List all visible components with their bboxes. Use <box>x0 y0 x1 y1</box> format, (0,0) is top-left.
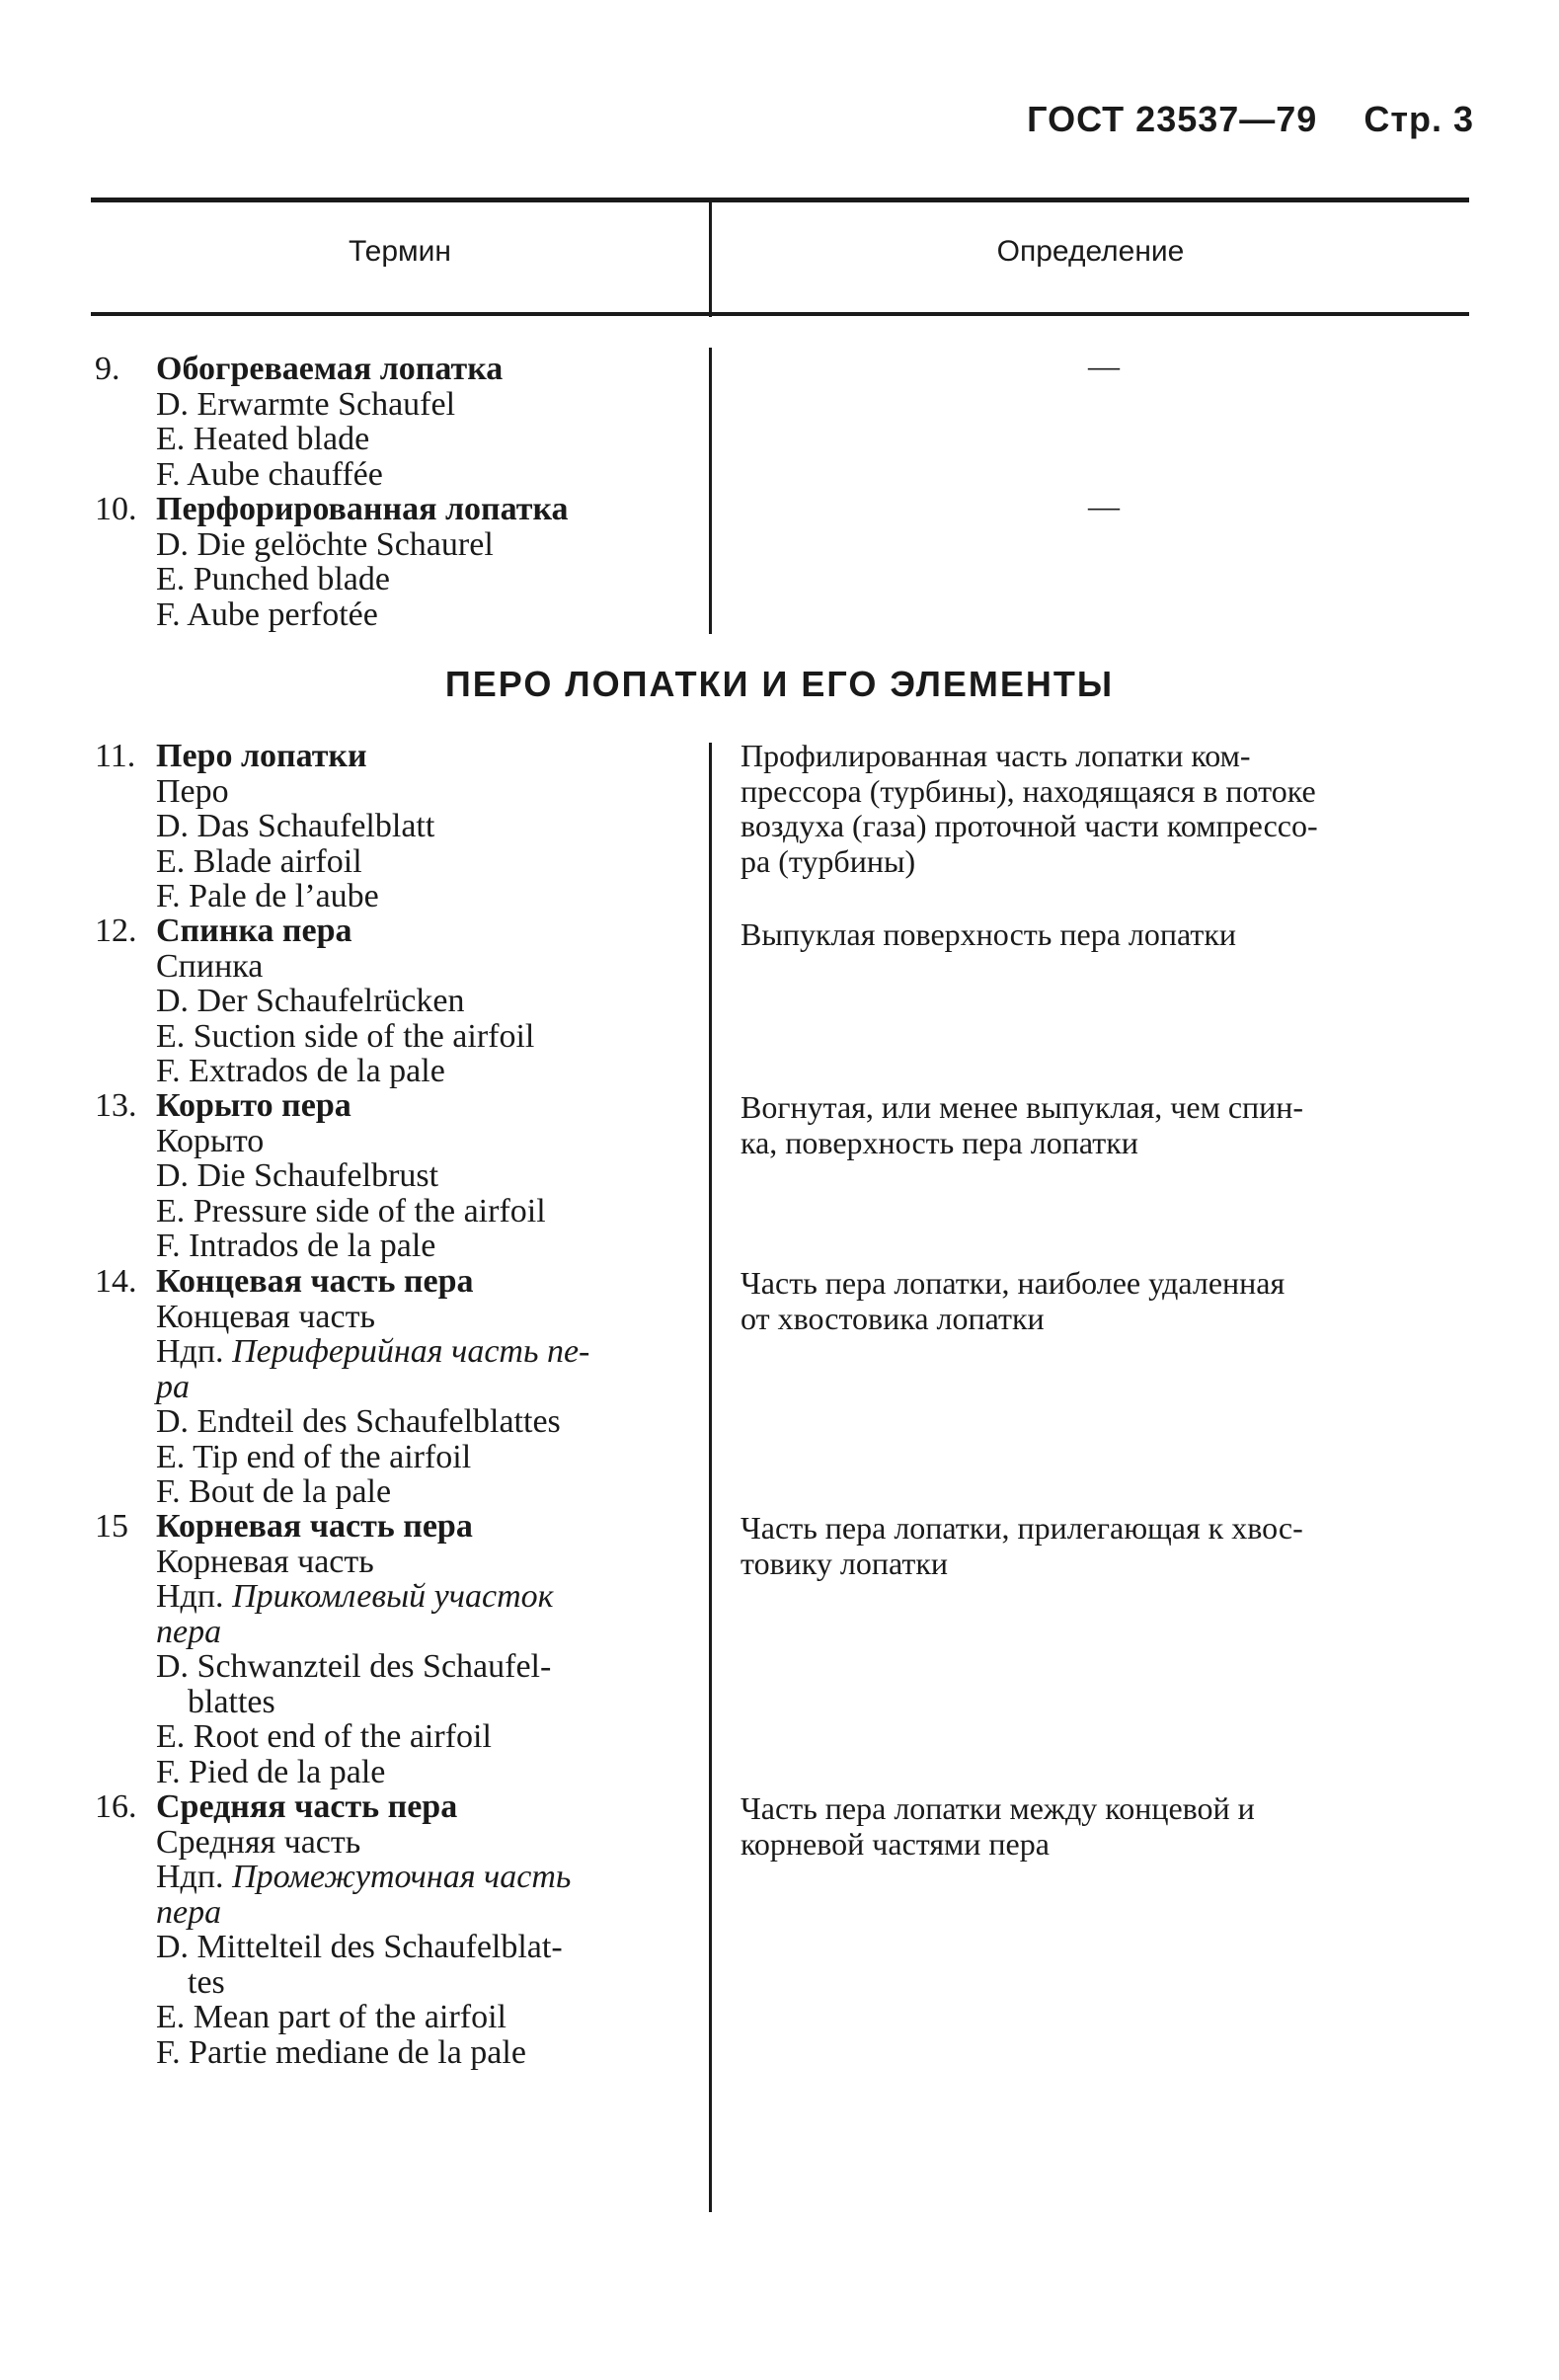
deprecated-term-cont: пера <box>156 1613 222 1650</box>
term-de: D. Endteil des Schaufelblattes <box>156 1403 561 1440</box>
term-entry-11 <box>95 739 687 914</box>
deprecated-term: Периферийная часть пе- <box>232 1333 590 1370</box>
entry-number: 11. <box>95 738 136 774</box>
term-title: Корыто пера <box>156 1087 351 1124</box>
term-en: E. Root end of the airfoil <box>156 1718 492 1755</box>
definition-line: прессора (турбины), находящаяся в потоке <box>741 772 1316 809</box>
term-de: D. Schwanzteil des Schaufel- <box>156 1648 552 1685</box>
definition-line: корневой частями пера <box>741 1825 1050 1862</box>
term-short: Средняя часть <box>156 1823 361 1861</box>
term-en: E. Tip end of the airfoil <box>156 1438 472 1475</box>
entry-number: 14. <box>95 1263 137 1300</box>
page-number: Стр. 3 <box>1364 99 1474 139</box>
entry-number: 16. <box>95 1788 137 1825</box>
term-title: Перо лопатки <box>156 738 367 774</box>
term-entry-10 <box>95 492 687 632</box>
term-short: Корыто <box>156 1122 265 1159</box>
term-en: E. Pressure side of the airfoil <box>156 1192 546 1230</box>
term-short: Корневая часть <box>156 1543 374 1580</box>
term-short: Концевая часть <box>156 1298 375 1335</box>
term-entry-16 <box>95 1789 687 2070</box>
term-fr: F. Extrados de la pale <box>156 1053 445 1089</box>
term-fr: F. Bout de la pale <box>156 1473 392 1510</box>
term-de: D. Erwarmte Schaufel <box>156 385 456 423</box>
entry-number: 13. <box>95 1087 137 1124</box>
term-fr: F. Aube perfotée <box>156 595 378 633</box>
definition-line: Часть пера лопатки, прилегающая к хвос- <box>741 1510 1303 1546</box>
definition-line: Часть пера лопатки, наиболее удаленная <box>741 1265 1286 1301</box>
term-en: E. Suction side of the airfoil <box>156 1017 535 1055</box>
term-title: Корневая часть пера <box>156 1508 473 1545</box>
term-short: Спинка <box>156 947 264 985</box>
definition-13 <box>741 1090 1481 1160</box>
definition-line: от хвостовика лопатки <box>741 1300 1045 1336</box>
entry-number: 10. <box>95 491 137 527</box>
term-de: D. Die gelöchte Schaurel <box>156 525 494 563</box>
column-header-definition: Определение <box>996 235 1185 268</box>
definition-line: Профилированная часть лопатки ком- <box>741 738 1251 773</box>
definition-line: воздуха (газа) проточной части компрессо- <box>741 808 1318 843</box>
term-fr: F. Pale de l’aube <box>156 878 379 914</box>
definition-dash-10: — <box>1088 488 1120 523</box>
term-fr: F. Intrados de la pale <box>156 1228 436 1264</box>
term-fr: F. Pied de la pale <box>156 1753 386 1790</box>
term-entry-14 <box>95 1264 687 1510</box>
table-header-rule <box>91 312 1469 316</box>
definition-14 <box>741 1266 1481 1336</box>
ndp-label: Ндп. <box>156 1578 224 1615</box>
table-top-rule <box>91 198 1469 202</box>
term-title: Обогреваемая лопатка <box>156 351 504 387</box>
deprecated-term-cont: ра <box>156 1368 190 1405</box>
definition-line: Выпуклая поверхность пера лопатки <box>741 916 1237 952</box>
deprecated-term: Прикомлевый участок <box>232 1578 554 1615</box>
term-title: Спинка пера <box>156 912 352 949</box>
deprecated-term-cont: пера <box>156 1893 222 1931</box>
column-divider-top <box>709 348 712 634</box>
column-divider-main <box>709 743 712 2212</box>
term-title: Концевая часть пера <box>156 1263 474 1300</box>
term-de-cont: blattes <box>188 1683 275 1720</box>
ndp-label: Ндп. <box>156 1333 224 1370</box>
definition-12 <box>741 917 1481 953</box>
term-entry-15 <box>95 1509 687 1789</box>
entry-number: 15 <box>95 1508 128 1545</box>
term-short: Перо <box>156 772 229 810</box>
term-de-cont: tes <box>188 1963 225 2001</box>
definition-11 <box>741 739 1481 879</box>
term-entry-12 <box>95 913 687 1089</box>
definition-line: Часть пера лопатки между концевой и <box>741 1790 1255 1826</box>
deprecated-term: Промежуточная часть <box>232 1859 572 1895</box>
term-en: E. Heated blade <box>156 421 370 457</box>
term-en: E. Blade airfoil <box>156 842 362 880</box>
term-en: E. Punched blade <box>156 561 390 597</box>
term-title: Перфорированная лопатка <box>156 491 569 527</box>
term-entry-9 <box>95 352 687 492</box>
ndp-label: Ндп. <box>156 1859 224 1895</box>
term-de: D. Die Schaufelbrust <box>156 1157 439 1194</box>
definition-15 <box>741 1511 1481 1581</box>
term-entry-13 <box>95 1088 687 1264</box>
definition-line: товику лопатки <box>741 1545 949 1581</box>
definition-dash-9: — <box>1088 348 1120 383</box>
definition-line: ра (турбины) <box>741 842 916 879</box>
definition-line: ка, поверхность пера лопатки <box>741 1124 1138 1160</box>
term-en: E. Mean part of the airfoil <box>156 1999 507 2035</box>
term-de: D. Der Schaufelrücken <box>156 983 465 1019</box>
standard-code: ГОСТ 23537—79 <box>1027 99 1318 139</box>
entry-number: 12. <box>95 912 137 949</box>
definition-16 <box>741 1791 1481 1862</box>
definition-line: Вогнутая, или менее выпуклая, чем спин- <box>741 1089 1304 1125</box>
term-fr: F. Partie mediane de la pale <box>156 2033 526 2071</box>
section-title: ПЕРО ЛОПАТКИ И ЕГО ЭЛЕМЕНТЫ <box>444 664 1115 704</box>
term-fr: F. Aube chauffée <box>156 455 383 493</box>
page-header <box>1027 99 1474 140</box>
term-title: Средняя часть пера <box>156 1788 458 1825</box>
term-de: D. Mittelteil des Schaufelblat- <box>156 1929 563 1965</box>
column-header-term: Термин <box>349 235 451 268</box>
term-de: D. Das Schaufelblatt <box>156 808 435 844</box>
entry-number: 9. <box>95 351 120 387</box>
